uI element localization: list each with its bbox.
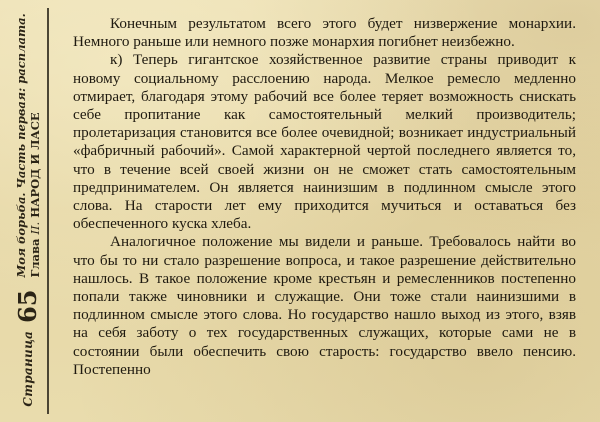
page-label: Страница xyxy=(21,330,35,407)
margin-rule xyxy=(47,8,49,414)
body-text xyxy=(73,15,576,379)
chapter-title: НАРОД И ЛАСЕ xyxy=(28,112,42,218)
page-number: 65 xyxy=(13,289,42,323)
chapter-prefix: Глава xyxy=(28,238,42,278)
paragraph: к) Теперь гигантское хозяйственное развитие страны приводит к новому социальному расслоению народа. Мелкое ремесло медленно отмирает, благодаря этому рабочий все более теряет возможность снискать себе пропитание как самостоятельный мелкий производитель; пролетаризация становится все более очевидной; возникает индустриальный «фабричный рабочий». Самой характерной чертой последнего является то, что в течение всей своей жизни он не сможет стать самостоятельным предпринимателем. Он является наинизшим в подлинном смысле этого слова. На старости лет ему приходится мучиться и оставаться без обеспеченного куска хлеба. xyxy=(73,51,576,233)
chapter-title-line xyxy=(28,13,42,277)
paragraph: Конечным результатом всего этого будет низвержение монархии. Немного раньше или немного позже монархия погибнет неизбежно. xyxy=(73,15,576,51)
book-part-title: Моя борьба. Часть первая: расплата. xyxy=(14,13,28,278)
running-header xyxy=(8,13,48,407)
chapter-number: II. xyxy=(28,221,42,235)
header-lines xyxy=(14,13,42,277)
paragraph: Аналогичное положение мы видели и раньше. Требовалось найти во что бы то ни стало разрешение вопроса, и такое разрешение действительно нашлось. В такое положение кроме крестьян и ремесленников постепенно попали также чиновники и служащие. Они тоже стали наинизшими в подлинном смысле этого слова. Но государство нашло выход из этого, взяв на себя заботу о тех государственных служащих, которые сами не в состоянии были обеспечить свою старость: государство ввело пенсию. Постепенно xyxy=(73,233,576,378)
